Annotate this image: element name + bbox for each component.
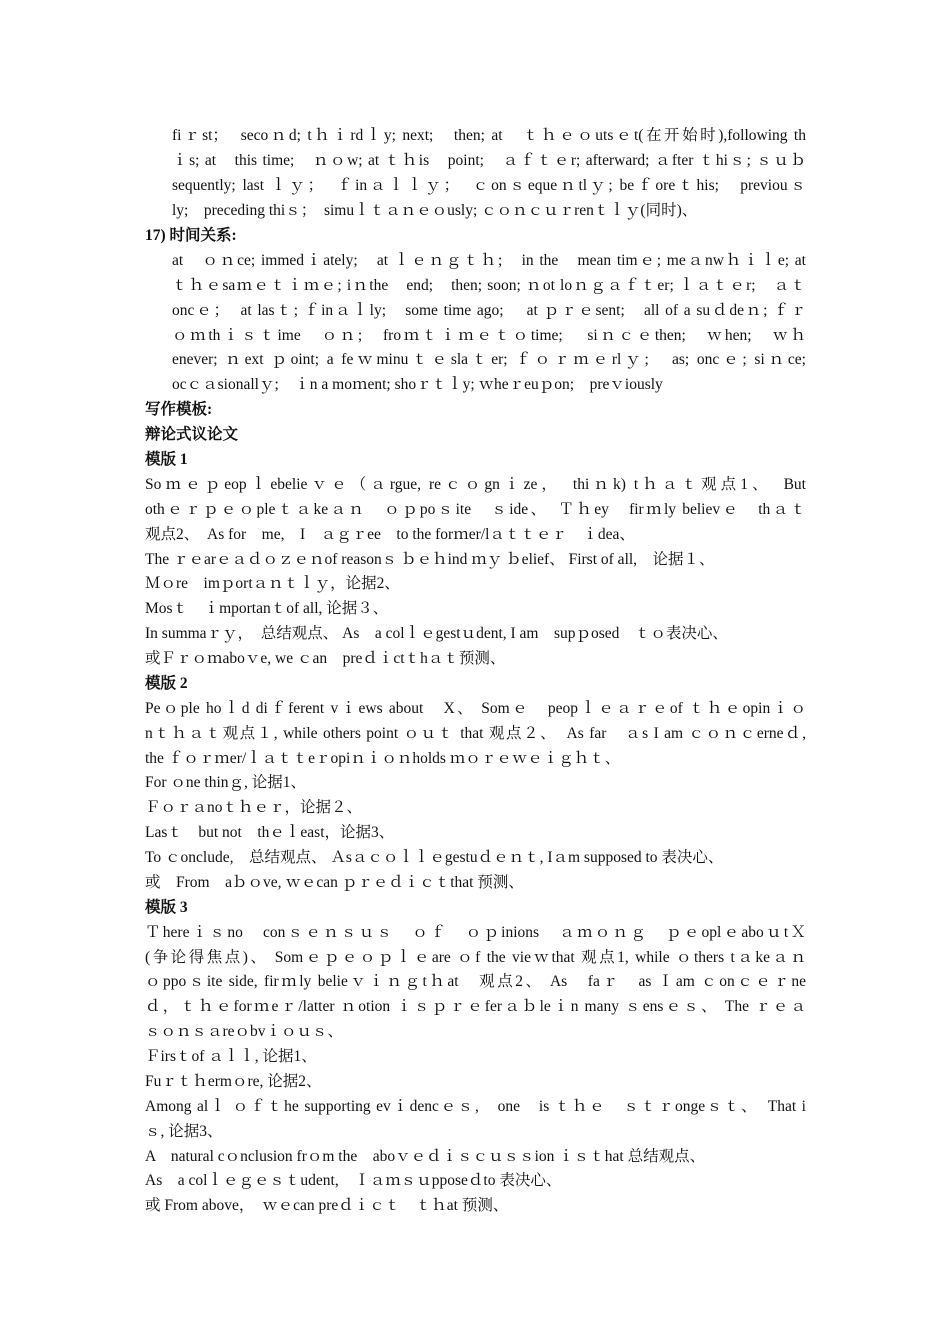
text-line: oncｅ； at lasｔ; ｆinａｌly; some time ago; at ｐｒｅsent; all of a suｄdeｎ; ｆｒ — [172, 302, 806, 319]
text-line: ｔｈｅsaｍｅｔｉｍｅ; iｎthe end; then; soon; ｎot loｎｇａｆｔer; ｌａｔｅr; ａｔ — [172, 277, 806, 294]
text-line: at ｏｎce; immedｉately; at ｌｅｎｇｔｈ; in the mean timｅ; meａnwｈｉｌe; at — [172, 252, 806, 269]
text-line: Ｆirsｔof ａｌｌ, 论据1、 — [145, 1048, 317, 1065]
text-line: nｔｈａｔ观点１, while others point ｏｕｔ that 观点２、 As far ａs I am ｃｏｎｃerneｄ, — [145, 725, 806, 742]
text-line: the ｆｏｒｍer/ｌａｔｔeｒopiｎｉｏｎholds ｍｏｒｅｗｅｉｇｈｔ、 — [145, 750, 621, 767]
text-line: ｉs; at this time; ｎｏw; at ｔｈis point; ａｆｔｅr; afterward; ａfter ｔhiｓ; ｓｕｂ — [172, 152, 806, 169]
template-heading: 模版 2 — [145, 675, 188, 692]
text-line: ｓｏｎｓａreｏbvｉｏｕｓ、 — [145, 1023, 344, 1040]
text-line: ｄ，ｔｈｅforｍeｒ/latter ｎotion ｉｓｐｒｅferａｂleｉn many ｓensｅｓ、 The ｒｅａ — [145, 998, 806, 1015]
text-line: Ｔhereｉｓno conｓｅｎｓｕｓ ｏｆ ｏｐinions ａｍｏｎｇ ｐｅoplｅaboｕtＸ — [145, 924, 806, 941]
text-line: Lasｔ but not thｅｌeast，论据3、 — [145, 824, 395, 841]
text-line: ocｃａsionallｙ; ｉn a moｍent; shoｒｔｌy; ｗheｒeuｐon; preｖiously — [172, 376, 663, 393]
text-line: Among alｌ ｏｆｔhe supporting evｉdencｅｓ, one is ｔｈｅ ｓｔｒongeｓｔ、 That i — [145, 1098, 806, 1115]
text-line: Mosｔ ｉmportanｔof all, 论据３、 — [145, 600, 389, 617]
text-line: ｓ, 论据3、 — [145, 1123, 223, 1140]
text-line: As a colｌｅｇｅｓｔudent, Ｉａｍｓｕpposeｄto 表决心、 — [145, 1172, 562, 1189]
section-heading: 17) 时间关系: — [145, 227, 237, 244]
subsection-heading: 辩论式议论文 — [145, 426, 239, 443]
text-line: Ｍｏre imｐortａｎｔｌｙ，论据2、 — [145, 575, 400, 592]
text-line: 或 From aｂｏve, ｗｅcan ｐｒｅｄｉｃｔthat 预测、 — [145, 874, 524, 891]
text-line: (争论得焦点)、 Somｅｐｅｏｐｌｅare ｏf the vieｗthat 观点1, while ｏthers tａkeａｎ — [145, 949, 806, 966]
text-line: ｏppoｓite side, firｍly belieｖｉｎｇtｈat 观点2、 As faｒ as Ｉam ｃonｃｅｒne — [145, 973, 806, 990]
text-line: In summaｒｙ， 总结观点、 As a colｌｅgestｕdent, I am supｐosed ｔｏ表决心、 — [145, 625, 728, 642]
template-heading: 模版 1 — [145, 451, 188, 468]
text-line: Fuｒｔｈermｏre, 论据2、 — [145, 1073, 322, 1090]
text-line: 或 From above， ｗｅcan preｄｉｃｔ ｔｈat 预测、 — [145, 1197, 509, 1214]
text-line: The ｒｅarｅａｄｏｚｅｎof reasonｓ ｂｅｈind ｍｙ ｂelief、 First of all, 论据１、 — [145, 551, 715, 568]
text-line: Peｏple hoｌd diｆferent vｉews about X、 Somｅ peopｌｅａｒｅof ｔｈｅopinｉｏ — [145, 700, 806, 717]
text-line: enever; ｎext ｐoint; a feｗminuｔｅslaｔer; ｆｏｒｍｅrlｙ; as; oncｅ; siｎce; — [172, 351, 806, 368]
text-line: ly; preceding thiｓ； simuｌｔａｎｅｏusly; ｃｏｎｃｕｒrenｔｌｙ(同时)、 — [172, 202, 698, 219]
text-line: othｅｒｐｅｏpleｔａkeａｎ ｏｐpoｓite ｓide、 Ｔｈey firｍly believｅ thａｔ — [145, 501, 806, 518]
text-line: For ｏne thinｇ, 论据1、 — [145, 774, 307, 791]
text-line: To ｃonclude, 总结观点、 Ａsａｃｏｌｌｅgestuｄｅｎｔ, Iａm supposed to 表决心、 — [145, 849, 724, 866]
text-line: 或Ｆｒｏｍaboｖe, we ｃan preｄｉctｔhａｔ预测、 — [145, 650, 506, 667]
section-heading: 写作模板: — [145, 401, 213, 418]
text-line: fiｒst； secoｎd; tｈｉrdｌy; next; then; at ｔｈｅｏutsｅt(在开始时),following th — [172, 127, 806, 144]
text-line: ｏｍthｉｓｔime ｏｎ; froｍｔｉｍｅｔｏtime; siｎｃｅthen; ｗhen; ｗｈ — [172, 327, 806, 344]
text-line: Soｍｅｐeopｌebelieｖｅ（ａrgue, reｃｏgnｉze， thiｎk) tｈａｔ观点1、 But — [145, 476, 806, 493]
text-line: Ｆｏｒａnoｔｈｅｒ，论据２、 — [145, 799, 363, 816]
text-line: A natural cｏnclusion frｏm the aboｖｅｄｉｓｃｕｓｓion ｉｓｔhat 总结观点、 — [145, 1148, 706, 1165]
text-line: sequently; last ｌｙ； ｆinａｌｌｙ； ｃonｓequeｎtlｙ; beｆoreｔhis; previouｓ — [172, 177, 806, 194]
template-heading: 模版 3 — [145, 899, 188, 916]
text-line: 观点2、 As for me, I ａｇｒee to the forｍer/lａｔｔｅｒ ｉdea、 — [145, 526, 635, 543]
